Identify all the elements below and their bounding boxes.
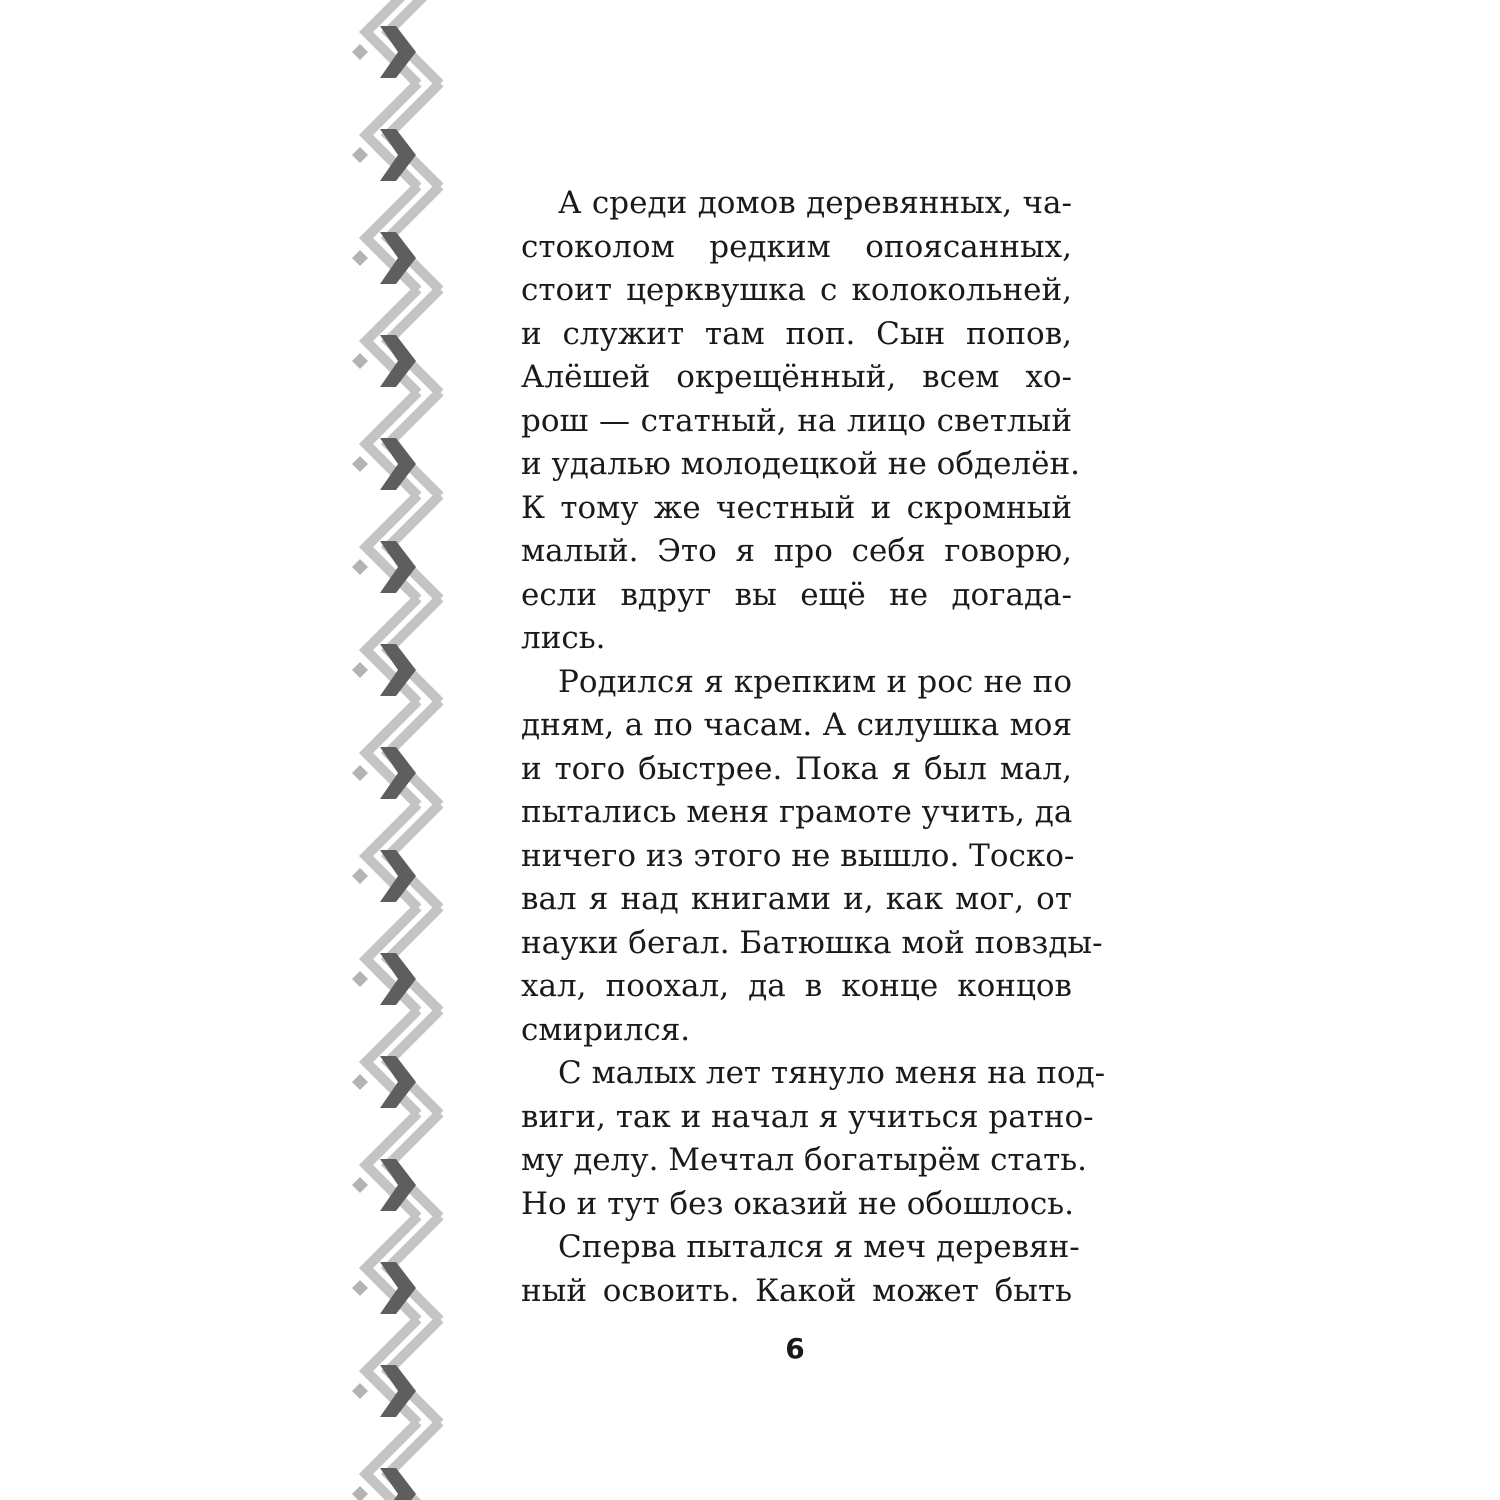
diamond-dot [352,765,368,781]
diamond-dot [352,147,368,163]
text-line: и удалью молодецкой не обделён. [521,446,1080,482]
text-line: му делу. Мечтал богатырём стать. [521,1142,1087,1178]
text-line: виги, так и начал я учиться ратно- [521,1098,1094,1135]
page-number: 6 [785,1332,805,1365]
text-line: Алёшей окрещённый, всем хо- [521,359,1072,395]
text-line: если вдруг вы ещё не догада- [521,576,1072,613]
diamond-dot [352,1280,368,1296]
diamond-dot [352,250,368,266]
text-line: А среди домов деревянных, ча- [558,185,1072,221]
text-line: науки бегал. Батюшка мой повзды- [521,924,1103,961]
diamond-dot [352,971,368,987]
text-line: ничего из этого не вышло. Тоско- [521,837,1075,874]
diamond-dot [352,1486,368,1500]
diamond-dot [352,1074,368,1090]
text-line: вал я над книгами и, как мог, от [521,881,1072,917]
text-line: и того быстрее. Пока я был мал, [521,750,1072,787]
text-line: К тому же честный и скромный [521,489,1072,526]
text-line: Сперва пытался я меч деревян- [558,1229,1080,1265]
text-line: пытались меня грамоте учить, да [521,794,1073,830]
text-line: смирился. [521,1011,691,1048]
text-line: Но и тут без оказий не обошлось. [521,1185,1074,1222]
diamond-dot [352,456,368,472]
diamond-dot [352,1383,368,1399]
body-text [521,182,1106,1313]
text-line: рош — статный, на лицо светлый [521,402,1072,439]
diamond-dot [352,868,368,884]
text-line: и служит там поп. Сын попов, [521,315,1072,352]
text-line: стоколом редким опоясанных, [521,228,1072,265]
text-line: ный освоить. Какой может быть [521,1272,1072,1309]
text-line: хал, поохал, да в конце концов [521,968,1072,1004]
diamond-dot [352,44,368,60]
text-line: лись. [521,620,606,656]
chevron-band-ornament-icon [340,0,450,1500]
text-line: стоит церквушка с колокольней, [521,272,1072,308]
diamond-dot [352,353,368,369]
text-line: С малых лет тянуло меня на под- [558,1055,1106,1091]
diamond-dot [352,1177,368,1193]
text-line: Родился я крепким и рос не по [558,663,1072,700]
diamond-dot [352,559,368,575]
text-line: дням, а по часам. А силушка моя [521,707,1072,743]
diamond-dot [352,662,368,678]
text-line: малый. Это я про себя говорю, [521,533,1072,569]
